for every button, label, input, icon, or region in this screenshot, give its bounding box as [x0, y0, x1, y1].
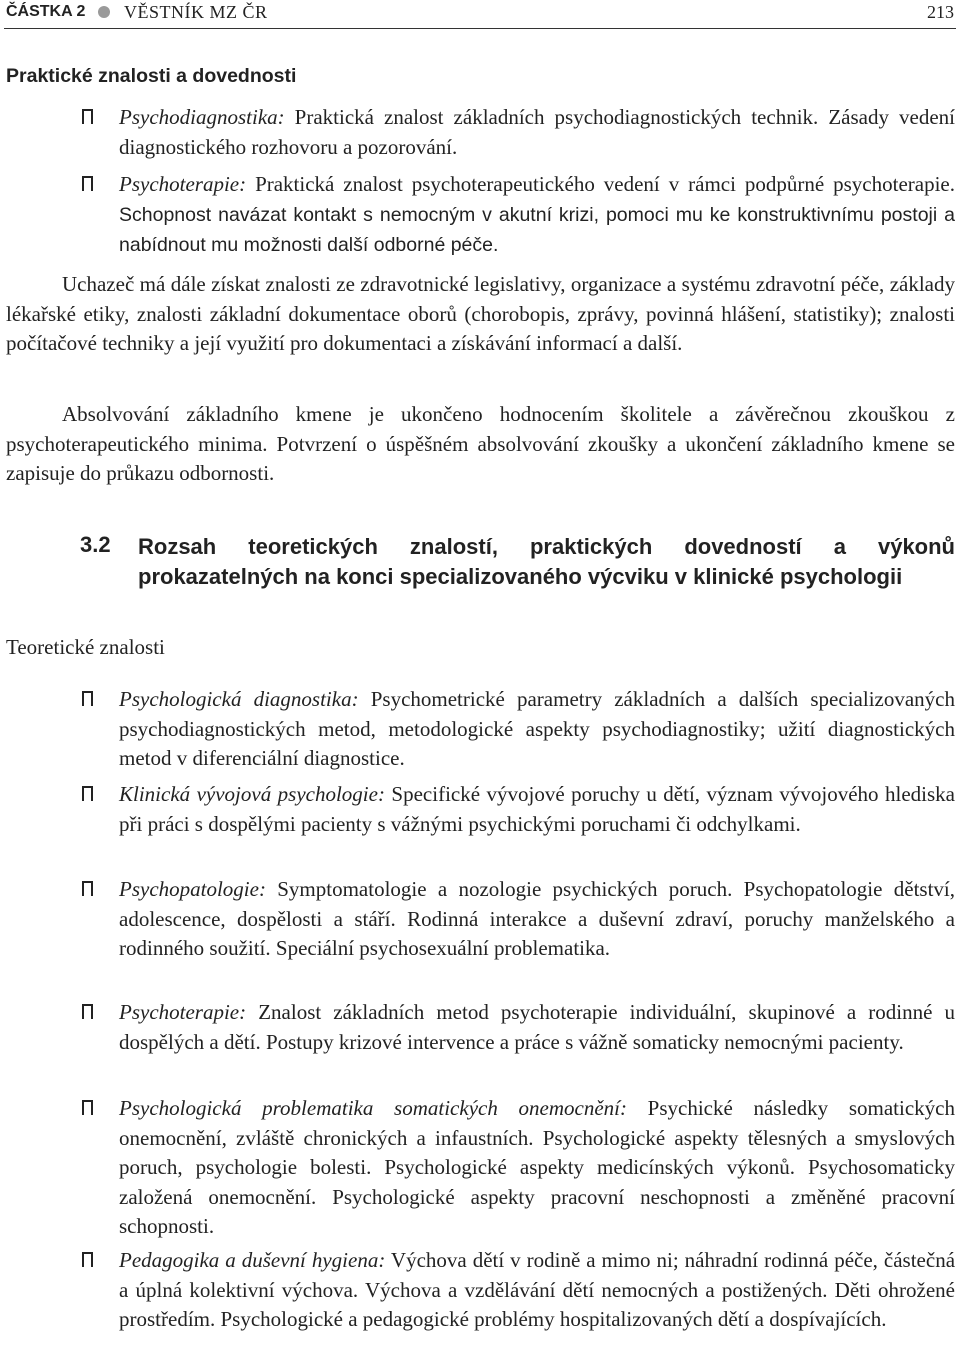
- checkbox-bullet-icon: [82, 691, 93, 706]
- item-label: Psychologická problematika somatických onemocnění:: [119, 1096, 627, 1120]
- paragraph-exam: Absolvování základního kmene je ukončeno hodnocením školitele a závěrečnou zkouškou z psychoterapeutického minima. Potvrzení o úspěšném absolvování zkoušky a ukončení základního kmene se zapisuje do průkazu odbornosti.: [6, 402, 955, 485]
- issue-part: ČÁSTKA 2: [6, 3, 86, 20]
- section-heading-practical: Praktické znalosti a dovednosti: [6, 65, 297, 87]
- page-number: 213: [927, 2, 954, 22]
- item-label: Klinická vývojová psychologie:: [119, 782, 385, 806]
- checkbox-bullet-icon: [82, 1100, 93, 1115]
- item-body: Symptomatologie a nozologie psychických poruch. Psychopatologie dětství, adolescence, dospělosti a stáří. Rodinná interakce a duševní zdraví, poruchy manželského a rodinného soužití. Speciální psychosexuální problematika.: [119, 877, 955, 960]
- page-header: [4, 0, 956, 29]
- item-label: Psychoterapie:: [119, 172, 247, 196]
- list-item-text: [119, 998, 955, 1057]
- item-label: Psychopatologie:: [119, 877, 266, 901]
- list-item-text: [119, 170, 955, 261]
- item-body: Výchova dětí v rodině a mimo ni; náhradní rodinná péče, částečná a úplná kolektivní výchova. Výchova a vzdělávání dětí nemocných a postižených. Děti ohrožené prostředím. Psychologické a pedagogické problémy hospitalizovaných dětí a dospívajících.: [119, 1248, 956, 1331]
- item-body: Praktická znalost základních psychodiagnostických technik. Zásady vedení diagnostického rozhovoru a pozorování.: [119, 105, 955, 159]
- list-item-text: [119, 780, 955, 839]
- list-item-text: [119, 1246, 955, 1335]
- checkbox-bullet-icon: [82, 881, 93, 896]
- item-body: Psychické následky somatických onemocnění, zvláště chronických a infaustních. Psychologické aspekty tělesných a smyslových poruch, psychologie bolesti. Psychologické aspekty medicínských výkonů. Psychosomaticky založená onemocnění. Psychologické aspekty pracovní neschopnosti a změněné pracovní schopnosti.: [119, 1096, 955, 1238]
- paragraph-legislation: Uchazeč má dále získat znalosti ze zdravotnické legislativy, organizace a systému zdravotní péče, základy lékařské etiky, znalosti základní dokumentace oborů (chorobopis, zprávy, povinná hlášení, statistiky); znalosti počítačové techniky a její využití pro dokumentaci a získávání informací a další.: [6, 272, 955, 355]
- list-item-text: [119, 103, 955, 162]
- checkbox-bullet-icon: [82, 1252, 93, 1267]
- item-label: Psychologická diagnostika:: [119, 687, 359, 711]
- subheading-theory: Teoretické znalosti: [6, 635, 165, 659]
- item-body-sans: Schopnost navázat kontakt s nemocným v akutní krizi, pomoci mu ke konstruktivnímu postoji a nabídnout mu možnosti další odborné péče.: [119, 203, 955, 256]
- section-number: 3.2: [80, 532, 111, 557]
- list-item-text: [119, 1094, 955, 1242]
- checkbox-bullet-icon: [82, 786, 93, 801]
- item-body: Znalost základních metod psychoterapie individuální, skupinové a rodinné u dospělých a dětí. Postupy krizové intervence a práce s vážně somaticky nemocnými pacienty.: [119, 1000, 955, 1054]
- item-label: Psychodiagnostika:: [119, 105, 285, 129]
- list-item-text: [119, 685, 955, 774]
- item-label: Pedagogika a duševní hygiena:: [119, 1248, 386, 1272]
- checkbox-bullet-icon: [82, 109, 93, 124]
- section-title: Rozsah teoretických znalostí, praktických dovedností a výkonů prokazatelných na konci specializovaného výcviku v klinické psychologii: [138, 534, 955, 589]
- item-label: Psychoterapie:: [119, 1000, 247, 1024]
- item-body: Specifické vývojové poruchy u dětí, význam vývojového hlediska při práci s dospělými pacienty s vážnými psychickými poruchami či odchylkami.: [119, 782, 955, 836]
- journal-title: VĚSTNÍK MZ ČR: [124, 2, 268, 22]
- item-body: Praktická znalost psychoterapeutického vedení v rámci podpůrné psychoterapie.: [246, 172, 955, 196]
- checkbox-bullet-icon: [82, 1004, 93, 1019]
- list-item-text: [119, 875, 955, 964]
- item-body: Psychometrické parametry základních a dalších specializovaných psychodiagnostických metod, metodologické aspekty psychodiagnostiky; užití diagnostických metod v diferenciální diagnostice.: [119, 687, 955, 770]
- bullet-dot-icon: [98, 6, 110, 18]
- checkbox-bullet-icon: [82, 176, 93, 191]
